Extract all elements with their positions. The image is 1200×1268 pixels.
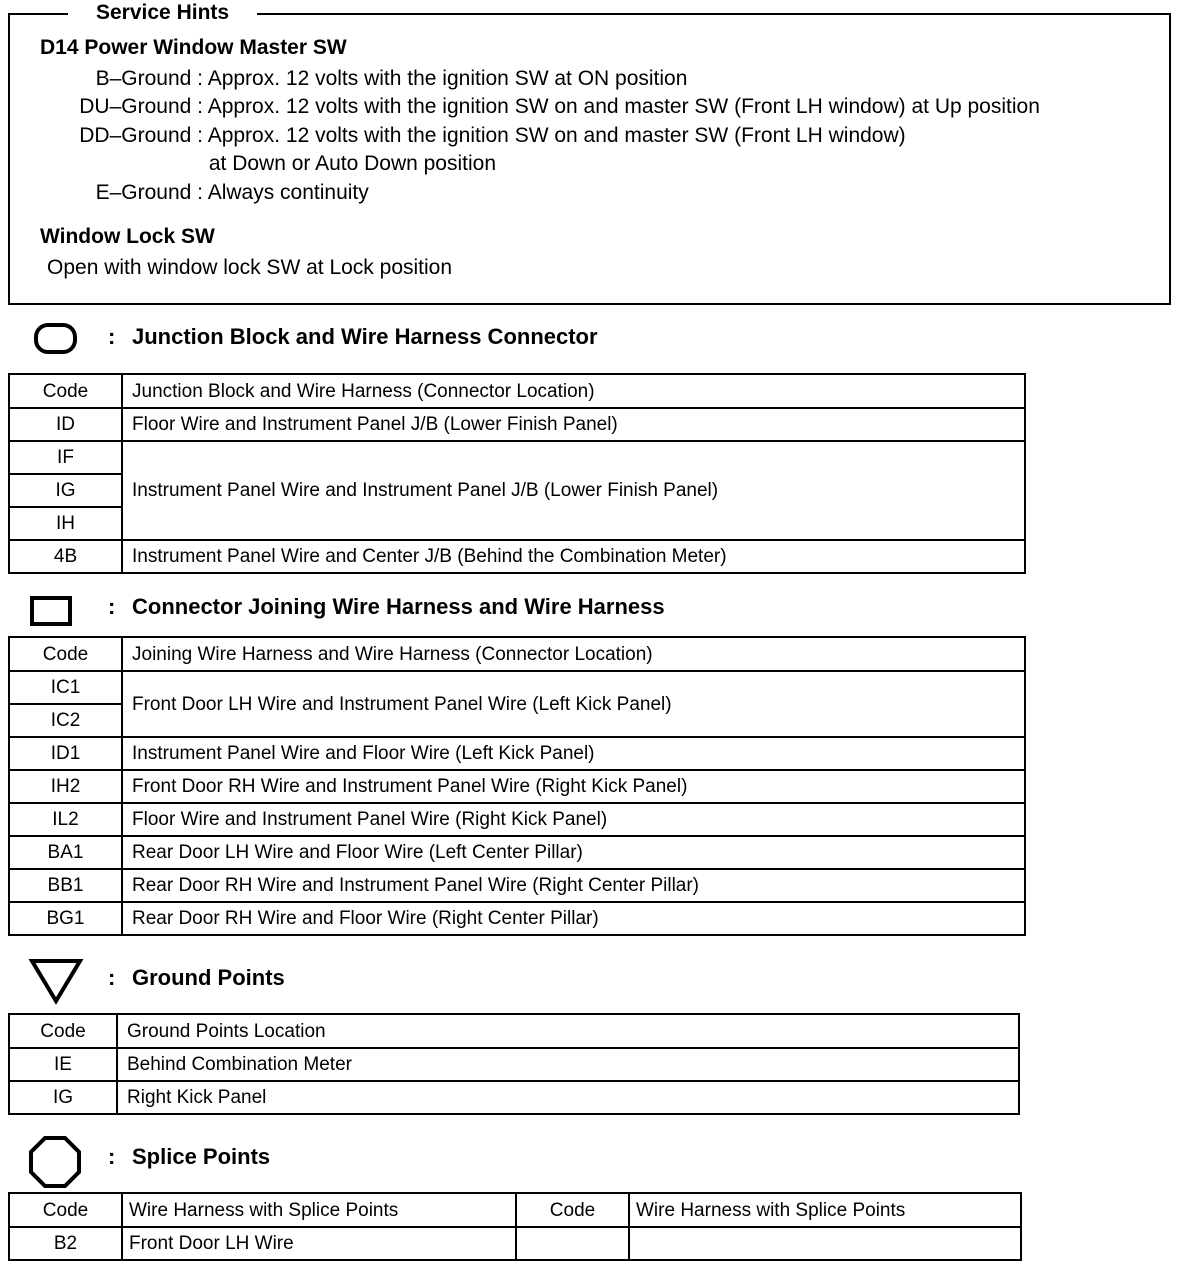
splice-table: [8, 1192, 1022, 1261]
splice-section-title: Splice Points: [132, 1144, 271, 1169]
table-row: [9, 770, 1025, 803]
desc-header: Junction Block and Wire Harness (Connector Location): [122, 374, 1025, 408]
octagon-icon: [26, 1133, 84, 1191]
code-cell: IE: [9, 1048, 117, 1081]
desc-cell: Front Door LH Wire and Instrument Panel Wire (Left Kick Panel): [122, 671, 1025, 737]
junction-colon: :: [108, 324, 116, 349]
hint-key: DU–Ground :: [79, 95, 203, 118]
table-row: [9, 803, 1025, 836]
hint-text: at Down or Auto Down position: [208, 152, 497, 175]
table-row: [9, 1081, 1019, 1114]
square-icon: [28, 592, 78, 630]
code-cell: IL2: [9, 803, 122, 836]
desc-cell: Rear Door RH Wire and Floor Wire (Right Center Pillar): [122, 902, 1025, 935]
table-header-row: [9, 637, 1025, 671]
hint-key: E–Ground :: [95, 181, 203, 204]
junction-section-title: Junction Block and Wire Harness Connector: [132, 324, 598, 349]
hint-key: DD–Ground :: [79, 124, 203, 147]
service-hints-title: Service Hints: [68, 0, 257, 26]
desc-cell: Instrument Panel Wire and Floor Wire (Left Kick Panel): [122, 737, 1025, 770]
hint-line: [40, 122, 906, 150]
code-cell: BA1: [9, 836, 122, 869]
connector-table: [8, 636, 1026, 936]
code-cell: IG: [9, 474, 122, 507]
code-header: Code: [9, 637, 122, 671]
rounded-rect-icon: [30, 318, 80, 358]
d14-heading: D14 Power Window Master SW: [40, 36, 347, 59]
code-cell: IC2: [9, 704, 122, 737]
code-cell: [516, 1227, 629, 1260]
code-cell: IC1: [9, 671, 122, 704]
table-row: [9, 540, 1025, 573]
code-header: Code: [9, 1193, 122, 1227]
code-cell: IH2: [9, 770, 122, 803]
code-header: Code: [9, 374, 122, 408]
table-row: [9, 836, 1025, 869]
table-row: [9, 737, 1025, 770]
desc-cell: Instrument Panel Wire and Center J/B (Behind the Combination Meter): [122, 540, 1025, 573]
code-cell: B2: [9, 1227, 122, 1260]
desc-cell: Floor Wire and Instrument Panel J/B (Lower Finish Panel): [122, 408, 1025, 441]
splice-colon: :: [108, 1144, 116, 1169]
desc-header: Wire Harness with Splice Points: [122, 1193, 516, 1227]
table-row: [9, 408, 1025, 441]
table-row: [9, 869, 1025, 902]
desc-cell: Rear Door LH Wire and Floor Wire (Left Center Pillar): [122, 836, 1025, 869]
desc-header: Joining Wire Harness and Wire Harness (Connector Location): [122, 637, 1025, 671]
desc-cell: Right Kick Panel: [117, 1081, 1019, 1114]
table-header-row: [9, 374, 1025, 408]
code-cell: ID1: [9, 737, 122, 770]
table-row: [9, 1227, 1021, 1260]
desc-cell: [629, 1227, 1021, 1260]
code-cell: BB1: [9, 869, 122, 902]
ground-table: [8, 1013, 1020, 1115]
hint-line: [40, 93, 1040, 121]
code-header: Code: [9, 1014, 117, 1048]
code-header: Code: [516, 1193, 629, 1227]
table-row: [9, 1048, 1019, 1081]
down-triangle-icon: [26, 955, 86, 1007]
ground-colon: :: [108, 965, 116, 990]
table-header-row: [9, 1193, 1021, 1227]
code-cell: IH: [9, 507, 122, 540]
hint-text: Approx. 12 volts with the ignition SW at ON position: [207, 67, 688, 90]
code-cell: IF: [9, 441, 122, 474]
hint-line: [40, 65, 687, 93]
table-header-row: [9, 1014, 1019, 1048]
code-cell: IG: [9, 1081, 117, 1114]
table-row: [9, 441, 1025, 474]
desc-cell: Rear Door RH Wire and Instrument Panel Wire (Right Center Pillar): [122, 869, 1025, 902]
connector-colon: :: [108, 594, 116, 619]
hint-key: B–Ground :: [95, 67, 203, 90]
desc-cell: Front Door RH Wire and Instrument Panel Wire (Right Kick Panel): [122, 770, 1025, 803]
table-row: [9, 671, 1025, 704]
hint-text: Approx. 12 volts with the ignition SW on and master SW (Front LH window): [207, 124, 906, 147]
desc-cell: Instrument Panel Wire and Instrument Panel J/B (Lower Finish Panel): [122, 441, 1025, 540]
hint-line: [40, 150, 496, 178]
connector-section-title: Connector Joining Wire Harness and Wire Harness: [132, 594, 665, 619]
junction-table: [8, 373, 1026, 574]
desc-cell: Floor Wire and Instrument Panel Wire (Right Kick Panel): [122, 803, 1025, 836]
window-lock-text: Open with window lock SW at Lock position: [47, 256, 453, 279]
table-row: [9, 902, 1025, 935]
desc-cell: Front Door LH Wire: [122, 1227, 516, 1260]
window-lock-heading: Window Lock SW: [40, 225, 215, 248]
code-cell: ID: [9, 408, 122, 441]
desc-cell: Behind Combination Meter: [117, 1048, 1019, 1081]
hint-text: Approx. 12 volts with the ignition SW on and master SW (Front LH window) at Up position: [207, 95, 1040, 118]
ground-section-title: Ground Points: [132, 965, 285, 990]
desc-header: Ground Points Location: [117, 1014, 1019, 1048]
hint-line: [40, 179, 369, 207]
code-cell: BG1: [9, 902, 122, 935]
desc-header: Wire Harness with Splice Points: [629, 1193, 1021, 1227]
code-cell: 4B: [9, 540, 122, 573]
hint-text: Always continuity: [207, 181, 369, 204]
